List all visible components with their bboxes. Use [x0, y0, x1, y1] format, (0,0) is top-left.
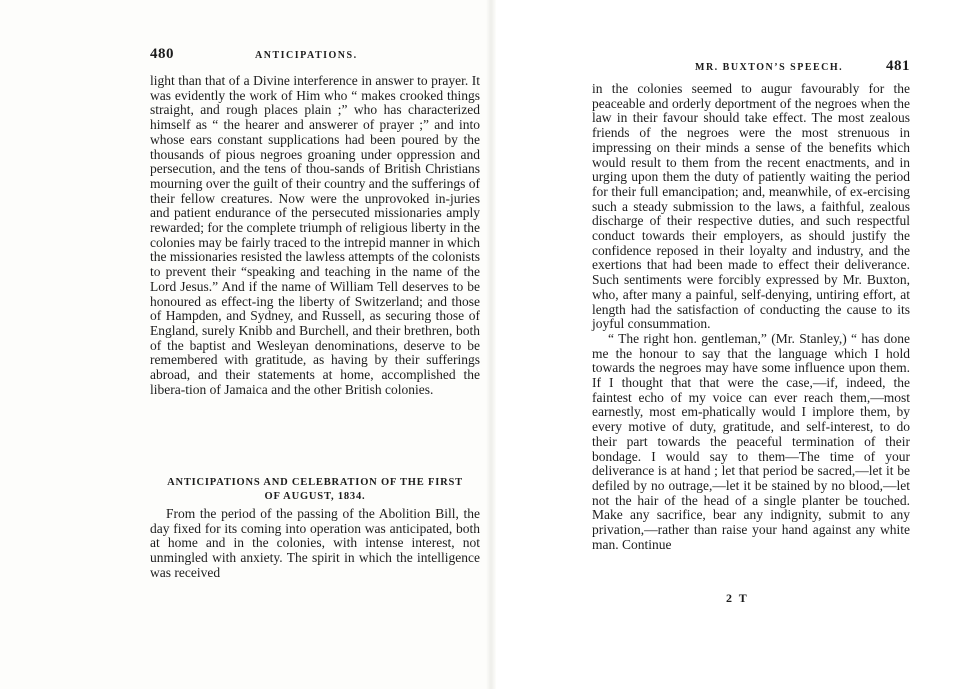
right-page-number: 481 [886, 58, 910, 74]
left-body-text [150, 74, 480, 397]
left-page-number: 480 [150, 46, 174, 62]
left-section-text [150, 507, 480, 581]
right-body-text [592, 82, 910, 553]
left-paragraph-2: From the period of the passing of the Abolition Bill, the day fixed for its coming into operation was anticipated, both at home and in the colonies, with intense interest, not unmingled with anxiety. The spirit in which the intelligence was received [150, 506, 480, 580]
right-page-header [592, 58, 910, 80]
left-running-head: ANTICIPATIONS. [255, 50, 358, 61]
right-running-head: MR. BUXTON’S SPEECH. [695, 62, 844, 73]
right-paragraph-2: “ The right hon. gentleman,” (Mr. Stanley,) “ has done me the honour to say that the language which I hold towards the negroes may have some influence upon them. If I thought that that were the case,—if, indeed, the faintest echo of my voice can ever reach them,—most earnestly, most em-phatically would I implore them, by every motive of duty, gratitude, and self-interest, to do their part towards the peaceful termination of their bondage. I would say to them—The time of your deliverance is at hand ; let that period be sacred,—let it be defiled by no outrage,—let it be stained by no blood,—let not the hair of the head of a single planter be touched. Make any sacrifice, bear any indignity, submit to any privation,—rather than raise your hand against any white man. Continue [592, 330, 910, 552]
section-heading-line-2: OF AUGUST, 1834. [264, 491, 366, 502]
right-paragraph-1: in the colonies seemed to augur favourably for the peaceable and orderly deportment of the negroes when the law in their favour should take effect. The most zealous friends of the negroes were the most strenuous in impressing on their minds a sense of the benefits which would result to them from the recent enactments, and in urging upon them the duty of patiently waiting the period for their full emancipation; and, meanwhile, of ex-ercising such a steady submission to the laws, a faithful, zealous discharge of their respective duties, and such respectful conduct towards their employers, as should justify the confidence reposed in their loyalty and industry, and the exertions that had been made to effect their deliverance. Such sentiments were forcibly expressed by Mr. Buxton, who, after many a painful, self-denying, untiring effort, at length had the satisfaction of conducting the cause to its joyful consummation. [592, 81, 910, 332]
signature-mark: 2 T [726, 591, 749, 605]
left-page-header [150, 46, 480, 68]
section-heading-line-1: ANTICIPATIONS AND CELEBRATION OF THE FIRST [167, 477, 463, 488]
left-paragraph-1: light than that of a Divine interference in answer to prayer. It was evidently the work of Him who “ makes crooked things straight, and rough places plain ;” who has characterized himself as “ the hearer and answerer of prayer ;” and into whose ears constant supplications had been poured by the thousands of pious negroes groaning under oppression and persecution, and the tens of thou-sands of British Christians mourning over the guilt of their country and the sufferings of their fellow creatures. Now were the unprovoked in-juries and patient endurance of the persecuted missionaries amply rewarded; for the complete triumph of religious liberty in the colonies may be fairly traced to the intrepid manner in which the missionaries resisted the lawless attempts of the colonists to prevent their “speaking and teaching in the name of the Lord Jesus.” And if the name of William Tell deserves to be honoured as effect-ing the liberty of Switzerland; and those of Hampden, and Sydney, and Russell, as securing those of England, surely Knibb and Burchell, and their brethren, both of the baptist and Wesleyan denominations, deserve to be remembered with gratitude, as having by their sufferings abroad, and their statements at home, accomplished the libera-tion of Jamaica and the other British colonies. [150, 73, 480, 397]
section-heading [150, 476, 480, 504]
